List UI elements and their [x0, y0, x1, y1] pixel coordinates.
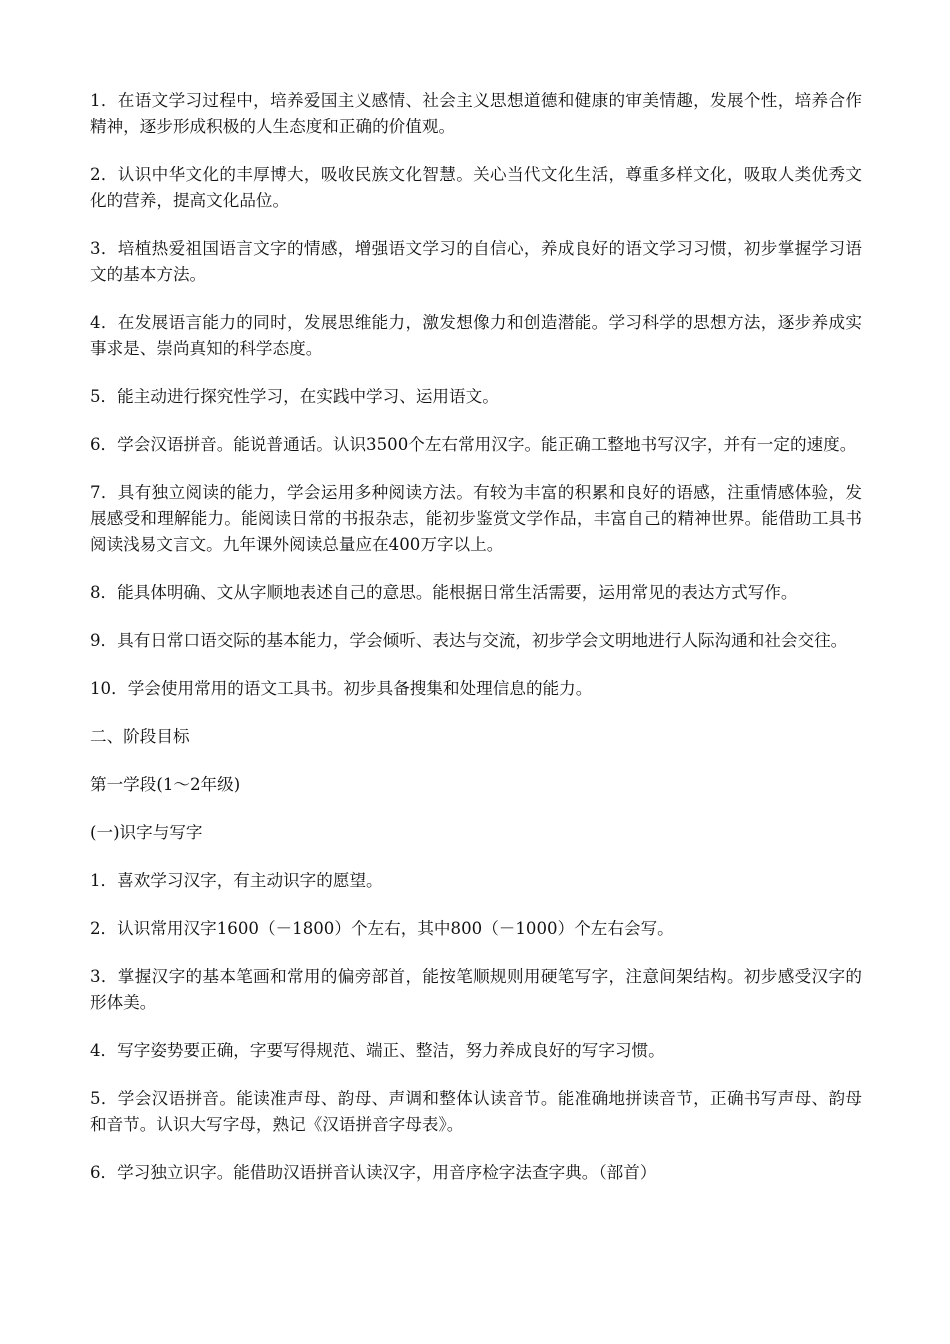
goal-8: 8．能具体明确、文从字顺地表述自己的意思。能根据日常生活需要，运用常见的表达方式写作。 — [90, 583, 798, 602]
goal-6: 6．学会汉语拼音。能说普通话。认识3500个左右常用汉字。能正确工整地书写汉字，并有一定的速度。 — [90, 435, 857, 454]
goal-1: 1．在语文学习过程中，培养爱国主义感情、社会主义思想道德和健康的审美情趣，发展个性，培养合作精神，逐步形成积极的人生态度和正确的价值观。 — [90, 91, 862, 136]
subsection-heading: (一)识字与写字 — [90, 823, 203, 842]
stage-item-5: 5．学会汉语拼音。能读准声母、韵母、声调和整体认读音节。能准确地拼读音节，正确书写声母、韵母和音节。认识大写字母，熟记《汉语拼音字母表》。 — [90, 1089, 862, 1134]
stage-item-4: 4．写字姿势要正确，字要写得规范、端正、整洁，努力养成良好的写字习惯。 — [90, 1041, 665, 1060]
stage-item-2: 2．认识常用汉字1600（－1800）个左右，其中800（－1000）个左右会写。 — [90, 919, 674, 938]
goal-4: 4．在发展语言能力的同时，发展思维能力，激发想像力和创造潜能。学习科学的思想方法，逐步养成实事求是、崇尚真知的科学态度。 — [90, 313, 862, 358]
stage-item-6: 6．学习独立识字。能借助汉语拼音认读汉字，用音序检字法查字典。（部首） — [90, 1163, 657, 1182]
goal-10: 10．学会使用常用的语文工具书。初步具备搜集和处理信息的能力。 — [90, 679, 593, 698]
goal-9: 9．具有日常口语交际的基本能力，学会倾听、表达与交流，初步学会文明地进行人际沟通和社会交往。 — [90, 631, 848, 650]
stage-item-3: 3．掌握汉字的基本笔画和常用的偏旁部首，能按笔顺规则用硬笔写字，注意间架结构。初步感受汉字的形体美。 — [90, 967, 862, 1012]
goal-2: 2．认识中华文化的丰厚博大，吸收民族文化智慧。关心当代文化生活，尊重多样文化，吸取人类优秀文化的营养，提高文化品位。 — [90, 165, 862, 210]
stage-heading: 第一学段(1～2年级) — [90, 775, 241, 794]
goal-3: 3．培植热爱祖国语言文字的情感，增强语文学习的自信心，养成良好的语文学习习惯，初步掌握学习语文的基本方法。 — [90, 239, 862, 284]
goal-7: 7．具有独立阅读的能力，学会运用多种阅读方法。有较为丰富的积累和良好的语感，注重情感体验，发展感受和理解能力。能阅读日常的书报杂志，能初步鉴赏文学作品，丰富自己的精神世界。能借助工具书阅读浅易文言文。九年课外阅读总量应在400万字以上。 — [90, 483, 862, 554]
goal-5: 5．能主动进行探究性学习，在实践中学习、运用语文。 — [90, 387, 499, 406]
stage-item-1: 1．喜欢学习汉字，有主动识字的愿望。 — [90, 871, 383, 890]
section-heading: 二、阶段目标 — [90, 727, 190, 746]
document-body — [90, 88, 862, 1208]
